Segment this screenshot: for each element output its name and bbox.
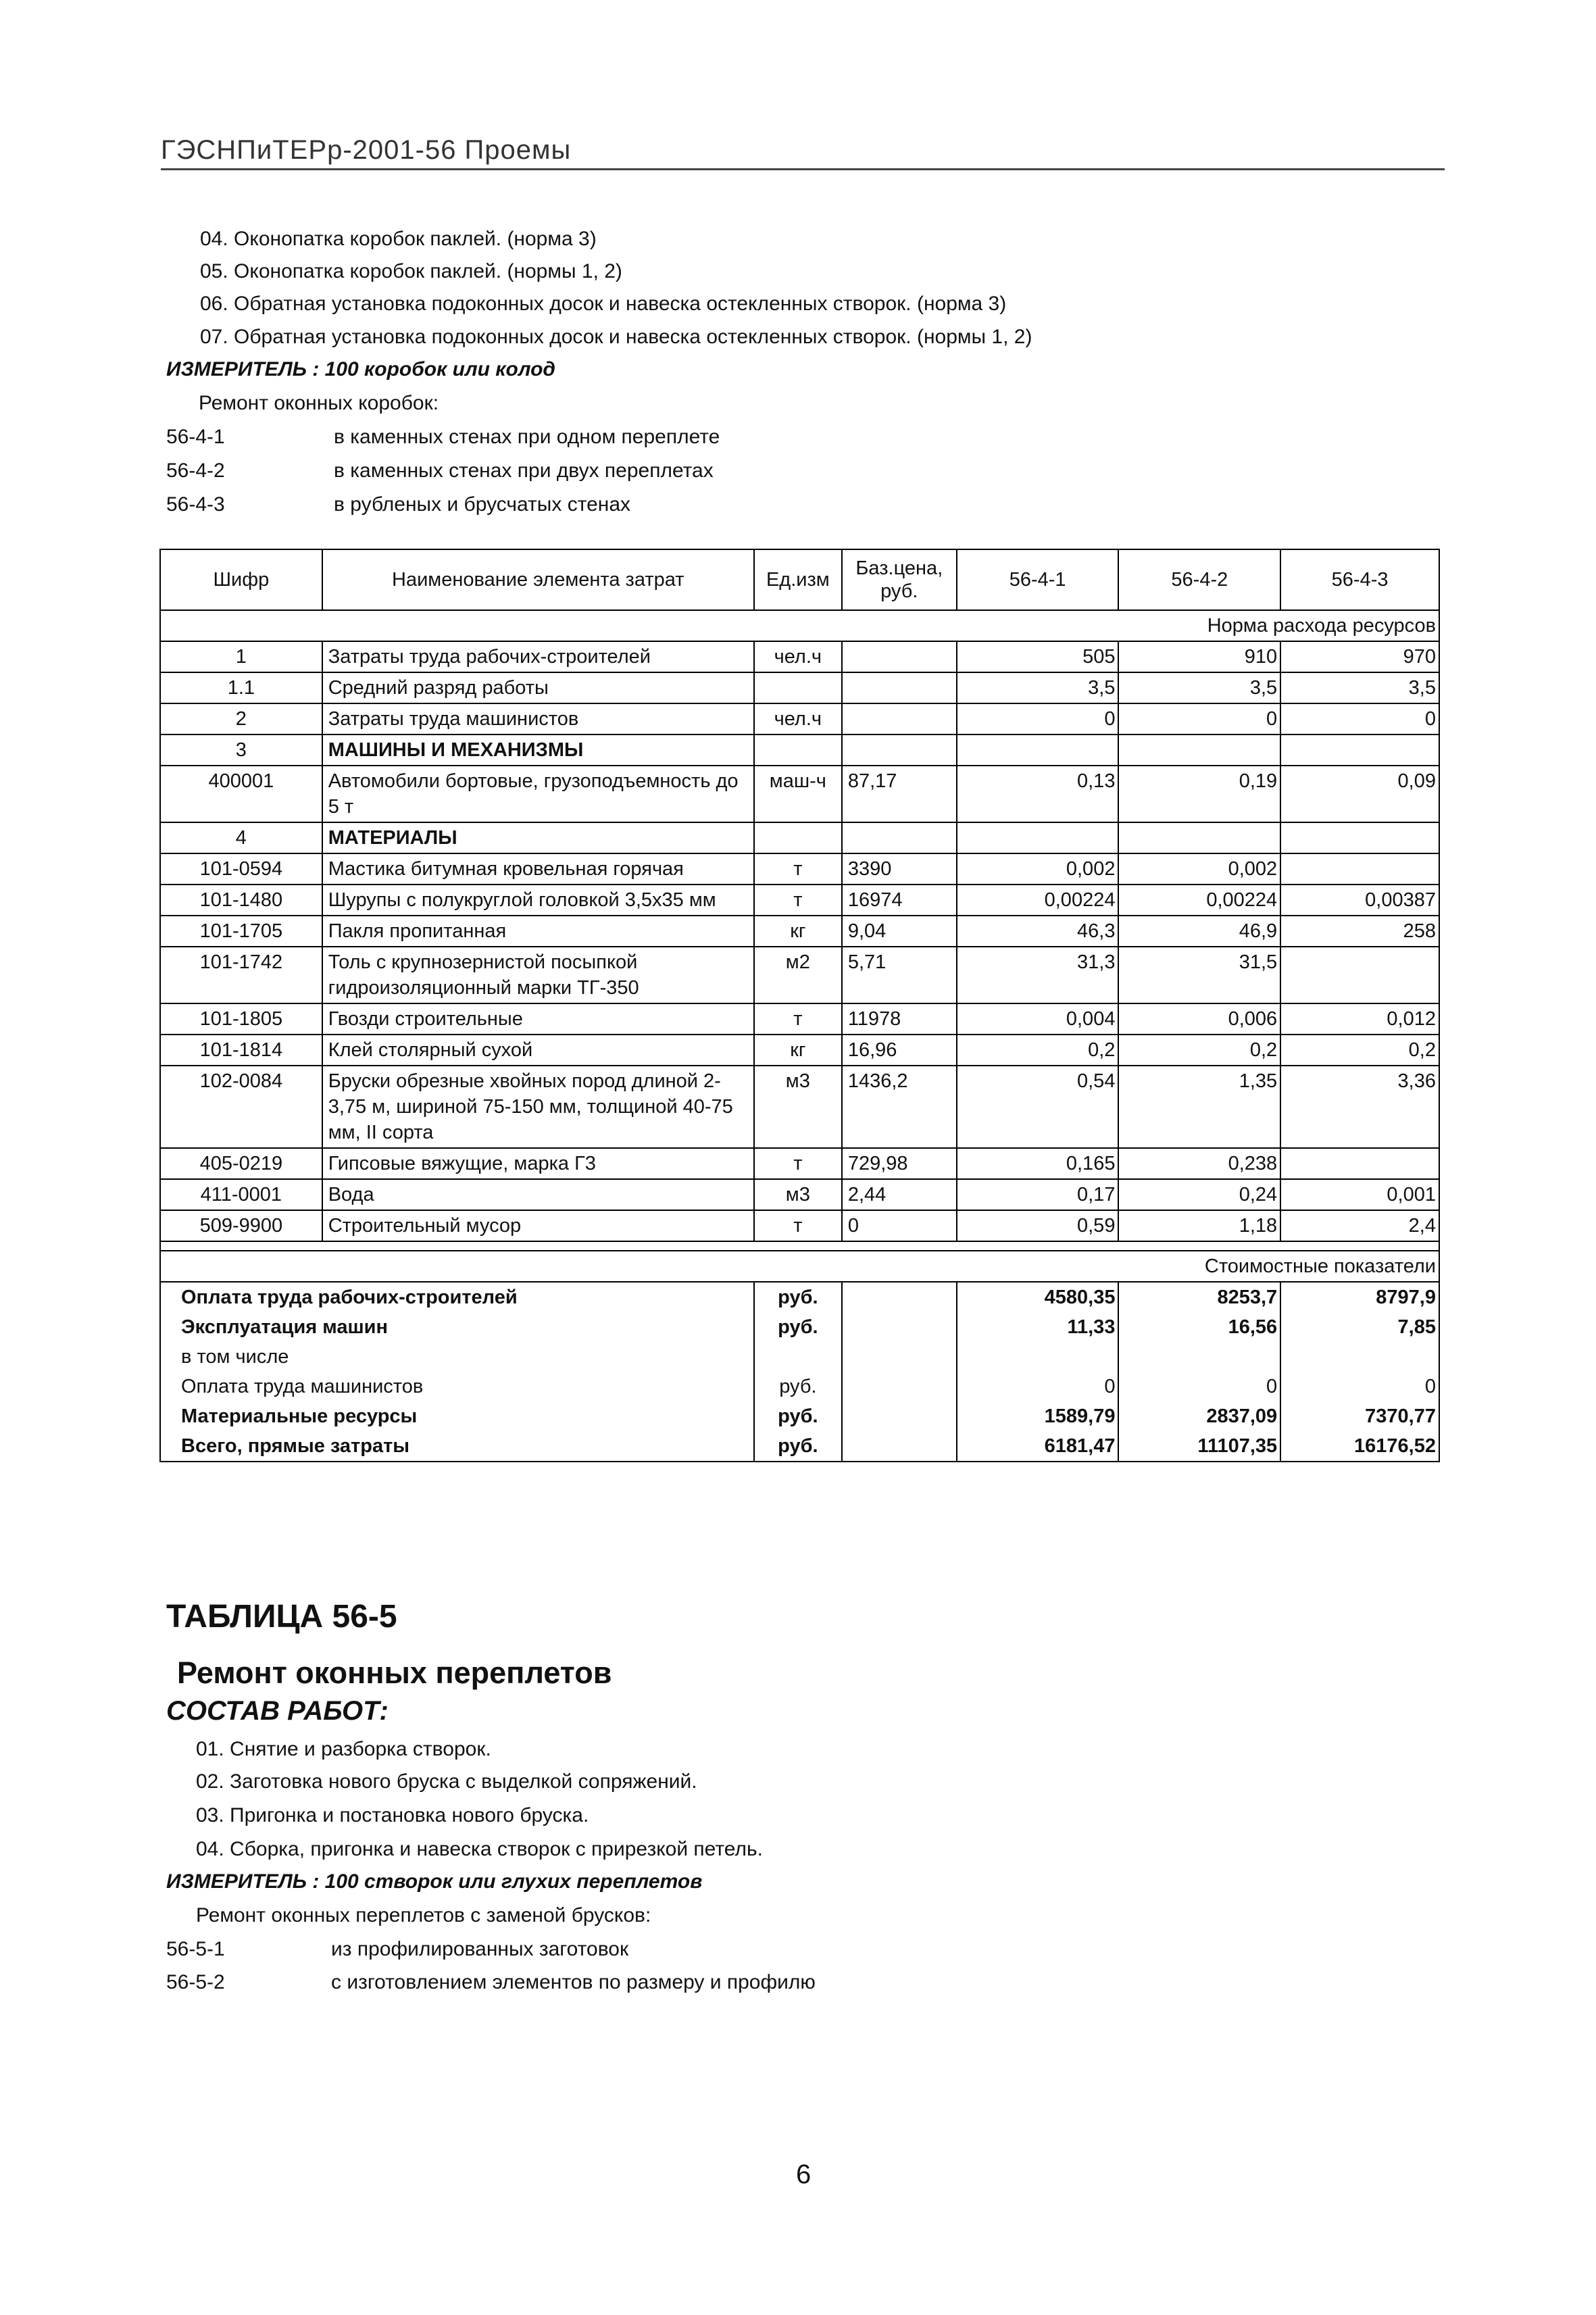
cell-price: 9,04 xyxy=(842,916,957,947)
cell-unit: чел.ч xyxy=(754,703,842,735)
cell-price: 3390 xyxy=(842,853,957,885)
work-item: 07. Обратная установка подоконных досок и навеска остекленных створок. (нормы 1, 2) xyxy=(200,326,1032,348)
cell-price: 11978 xyxy=(842,1003,957,1035)
norm-description: в каменных стенах при одном переплете xyxy=(334,426,720,448)
cell-price xyxy=(842,703,957,735)
cost-name: в том числе xyxy=(160,1342,754,1372)
cost-unit xyxy=(754,1342,842,1372)
cell-name: Вода xyxy=(322,1179,754,1210)
cell-value-56-4-3: 0,00387 xyxy=(1280,885,1439,916)
cell-value-56-4-3: 0 xyxy=(1280,703,1439,735)
table-row xyxy=(160,1210,1439,1241)
cell-unit: м3 xyxy=(754,1066,842,1148)
cell-value-56-4-2: 0,002 xyxy=(1118,853,1280,885)
norm-description: в рубленых и брусчатых стенах xyxy=(334,493,631,516)
cost-value-56-4-1 xyxy=(957,1342,1119,1372)
cell-code: 400001 xyxy=(160,766,322,822)
cell-name: Автомобили бортовые, грузоподъемность до 5 т xyxy=(322,766,754,822)
cell-value-56-4-1: 3,5 xyxy=(957,672,1119,703)
cell-code: 102-0084 xyxy=(160,1066,322,1148)
cell-value-56-4-1: 0,002 xyxy=(957,853,1119,885)
cell-value-56-4-1: 0,17 xyxy=(957,1179,1119,1210)
cell-price xyxy=(842,735,957,766)
page-header: ГЭСНПиТЕРр-2001-56 Проемы xyxy=(161,135,1445,170)
cell-value-56-4-2: 0,2 xyxy=(1118,1035,1280,1066)
table-row xyxy=(160,1179,1439,1210)
table-row xyxy=(160,735,1439,766)
cell-code: 101-1742 xyxy=(160,947,322,1003)
page-number: 6 xyxy=(796,2160,812,2189)
cell-name: Затраты труда рабочих-строителей xyxy=(322,641,754,672)
cost-unit: руб. xyxy=(754,1372,842,1401)
cost-value-56-4-1: 1589,79 xyxy=(957,1401,1119,1431)
cell-price: 729,98 xyxy=(842,1148,957,1179)
cell-value-56-4-2: 910 xyxy=(1118,641,1280,672)
norm-code: 56-4-1 xyxy=(166,426,225,448)
norm-description: в каменных стенах при двух переплетах xyxy=(334,459,714,482)
cell-price: 16974 xyxy=(842,885,957,916)
cell-unit: т xyxy=(754,1148,842,1179)
cost-row xyxy=(160,1401,1439,1431)
cost-value-56-4-1: 4580,35 xyxy=(957,1282,1119,1312)
cell-value-56-4-1: 0,13 xyxy=(957,766,1119,822)
cell-price: 87,17 xyxy=(842,766,957,822)
table-header-row xyxy=(160,549,1439,610)
cost-value-56-4-3: 8797,9 xyxy=(1280,1282,1439,1312)
cost-value-56-4-3: 7,85 xyxy=(1280,1312,1439,1342)
cost-name: Всего, прямые затраты xyxy=(160,1431,754,1462)
cost-row xyxy=(160,1312,1439,1342)
cost-row xyxy=(160,1342,1439,1372)
table-row xyxy=(160,853,1439,885)
cost-price-empty xyxy=(842,1282,957,1312)
cell-value-56-4-3: 3,5 xyxy=(1280,672,1439,703)
cost-unit: руб. xyxy=(754,1312,842,1342)
cell-value-56-4-3 xyxy=(1280,853,1439,885)
work-item: 04. Сборка, пригонка и навеска створок с прирезкой петель. xyxy=(196,1838,763,1860)
work-item: 06. Обратная установка подоконных досок и навеска остекленных створок. (норма 3) xyxy=(200,293,1007,315)
cell-name: Пакля пропитанная xyxy=(322,916,754,947)
cell-unit xyxy=(754,735,842,766)
norm-code: 56-4-2 xyxy=(166,459,225,482)
cell-value-56-4-1 xyxy=(957,735,1119,766)
cell-code: 101-1705 xyxy=(160,916,322,947)
cost-name: Оплата труда рабочих-строителей xyxy=(160,1282,754,1312)
table-row xyxy=(160,1003,1439,1035)
cost-value-56-4-1: 6181,47 xyxy=(957,1431,1119,1462)
cost-row xyxy=(160,1282,1439,1312)
cell-value-56-4-2: 0,24 xyxy=(1118,1179,1280,1210)
cost-price-empty xyxy=(842,1431,957,1462)
cost-name: Эксплуатация машин xyxy=(160,1312,754,1342)
cell-code: 4 xyxy=(160,822,322,853)
cell-code: 1.1 xyxy=(160,672,322,703)
cell-value-56-4-2: 31,5 xyxy=(1118,947,1280,1003)
cell-name: Затраты труда машинистов xyxy=(322,703,754,735)
cell-unit: кг xyxy=(754,1035,842,1066)
cell-value-56-4-2: 46,9 xyxy=(1118,916,1280,947)
table-row xyxy=(160,1035,1439,1066)
column-header: Наименование элемента затрат xyxy=(322,549,754,610)
table-row xyxy=(160,672,1439,703)
cell-code: 101-1805 xyxy=(160,1003,322,1035)
cell-value-56-4-3 xyxy=(1280,947,1439,1003)
cell-name: Бруски обрезные хвойных пород длиной 2-3,75 м, шириной 75-150 мм, толщиной 40-75 мм, II сорта xyxy=(322,1066,754,1148)
cell-value-56-4-3 xyxy=(1280,735,1439,766)
cell-unit: м3 xyxy=(754,1179,842,1210)
repair-caption: Ремонт оконных переплетов с заменой брусков: xyxy=(196,1904,651,1926)
column-header: 56-4-1 xyxy=(957,549,1119,610)
cell-name: Гвозди строительные xyxy=(322,1003,754,1035)
cell-value-56-4-2 xyxy=(1118,822,1280,853)
cost-price-empty xyxy=(842,1401,957,1431)
cell-value-56-4-1: 0,59 xyxy=(957,1210,1119,1241)
cost-unit: руб. xyxy=(754,1282,842,1312)
cell-name: Мастика битумная кровельная горячая xyxy=(322,853,754,885)
table-row xyxy=(160,703,1439,735)
cell-name: Гипсовые вяжущие, марка Г3 xyxy=(322,1148,754,1179)
measurer: ИЗМЕРИТЕЛЬ : 100 створок или глухих переплетов xyxy=(166,1870,703,1893)
cell-price: 16,96 xyxy=(842,1035,957,1066)
cost-value-56-4-2: 16,56 xyxy=(1118,1312,1280,1342)
table-row xyxy=(160,641,1439,672)
cost-value-56-4-3: 7370,77 xyxy=(1280,1401,1439,1431)
cost-price-empty xyxy=(842,1312,957,1342)
column-header: 56-4-3 xyxy=(1280,549,1439,610)
cell-code: 1 xyxy=(160,641,322,672)
cell-price: 1436,2 xyxy=(842,1066,957,1148)
work-item: 02. Заготовка нового бруска с выделкой сопряжений. xyxy=(196,1770,697,1793)
cost-value-56-4-3 xyxy=(1280,1342,1439,1372)
work-item: 05. Оконопатка коробок паклей. (нормы 1, 2) xyxy=(200,260,622,282)
cost-label: Стоимостные показатели xyxy=(160,1251,1439,1282)
cell-unit: маш-ч xyxy=(754,766,842,822)
cell-code: 101-0594 xyxy=(160,853,322,885)
work-item: 01. Снятие и разборка створок. xyxy=(196,1738,491,1760)
cell-value-56-4-3: 970 xyxy=(1280,641,1439,672)
cell-name: Средний разряд работы xyxy=(322,672,754,703)
cell-value-56-4-2: 0,006 xyxy=(1118,1003,1280,1035)
cell-name: Шурупы с полукруглой головкой 3,5х35 мм xyxy=(322,885,754,916)
cost-unit: руб. xyxy=(754,1431,842,1462)
cell-value-56-4-1: 0,2 xyxy=(957,1035,1119,1066)
cell-value-56-4-1: 31,3 xyxy=(957,947,1119,1003)
cell-value-56-4-2: 0,19 xyxy=(1118,766,1280,822)
column-header: Ед.изм xyxy=(754,549,842,610)
cell-value-56-4-2: 1,18 xyxy=(1118,1210,1280,1241)
cell-value-56-4-3: 3,36 xyxy=(1280,1066,1439,1148)
cell-unit: м2 xyxy=(754,947,842,1003)
cell-value-56-4-2: 1,35 xyxy=(1118,1066,1280,1148)
cell-code: 101-1480 xyxy=(160,885,322,916)
cell-code: 509-9900 xyxy=(160,1210,322,1241)
table2-title: ТАБЛИЦА 56-5 xyxy=(166,1599,397,1635)
norm-description: из профилированных заготовок xyxy=(331,1938,629,1960)
cost-label-row xyxy=(160,1251,1439,1282)
cost-value-56-4-1: 11,33 xyxy=(957,1312,1119,1342)
table-row xyxy=(160,766,1439,822)
cost-unit: руб. xyxy=(754,1401,842,1431)
cell-value-56-4-3: 258 xyxy=(1280,916,1439,947)
cost-name: Материальные ресурсы xyxy=(160,1401,754,1431)
cell-value-56-4-1: 0 xyxy=(957,703,1119,735)
cell-value-56-4-1 xyxy=(957,822,1119,853)
cell-value-56-4-3: 0,09 xyxy=(1280,766,1439,822)
composition-title: СОСТАВ РАБОТ: xyxy=(166,1696,389,1726)
cost-name: Оплата труда машинистов xyxy=(160,1372,754,1401)
cell-value-56-4-3: 2,4 xyxy=(1280,1210,1439,1241)
cell-code: 2 xyxy=(160,703,322,735)
norm-description: с изготовлением элементов по размеру и профилю xyxy=(331,1971,816,1993)
repair-caption: Ремонт оконных коробок: xyxy=(199,392,439,414)
cell-unit: т xyxy=(754,1210,842,1241)
cost-value-56-4-1: 0 xyxy=(957,1372,1119,1401)
cell-unit xyxy=(754,672,842,703)
cell-price xyxy=(842,822,957,853)
cell-unit: т xyxy=(754,885,842,916)
cell-value-56-4-1: 0,54 xyxy=(957,1066,1119,1148)
cell-value-56-4-3: 0,001 xyxy=(1280,1179,1439,1210)
cell-unit: т xyxy=(754,1003,842,1035)
cell-value-56-4-3 xyxy=(1280,822,1439,853)
cell-value-56-4-1: 505 xyxy=(957,641,1119,672)
cost-value-56-4-3: 16176,52 xyxy=(1280,1431,1439,1462)
cell-code: 411-0001 xyxy=(160,1179,322,1210)
cell-value-56-4-2: 3,5 xyxy=(1118,672,1280,703)
norm-label-row xyxy=(160,610,1439,641)
cell-price: 0 xyxy=(842,1210,957,1241)
resource-table xyxy=(159,549,1440,1462)
cell-price: 5,71 xyxy=(842,947,957,1003)
cost-value-56-4-2: 2837,09 xyxy=(1118,1401,1280,1431)
norm-code: 56-4-3 xyxy=(166,493,225,516)
column-header: 56-4-2 xyxy=(1118,549,1280,610)
cell-value-56-4-1: 46,3 xyxy=(957,916,1119,947)
table2-subtitle: Ремонт оконных переплетов xyxy=(177,1656,612,1690)
norm-label: Норма расхода ресурсов xyxy=(160,610,1439,641)
cell-name: Строительный мусор xyxy=(322,1210,754,1241)
cost-value-56-4-2 xyxy=(1118,1342,1280,1372)
cell-value-56-4-1: 0,00224 xyxy=(957,885,1119,916)
table-row xyxy=(160,822,1439,853)
cost-value-56-4-2: 11107,35 xyxy=(1118,1431,1280,1462)
cell-value-56-4-3: 0,2 xyxy=(1280,1035,1439,1066)
norm-code: 56-5-2 xyxy=(166,1971,225,1993)
cost-value-56-4-2: 8253,7 xyxy=(1118,1282,1280,1312)
norm-code: 56-5-1 xyxy=(166,1938,225,1960)
table-row xyxy=(160,1066,1439,1148)
cost-value-56-4-2: 0 xyxy=(1118,1372,1280,1401)
table-row xyxy=(160,916,1439,947)
table-row xyxy=(160,885,1439,916)
column-header: Шифр xyxy=(160,549,322,610)
cell-name: Клей столярный сухой xyxy=(322,1035,754,1066)
cell-value-56-4-1: 0,004 xyxy=(957,1003,1119,1035)
cell-unit: кг xyxy=(754,916,842,947)
cell-value-56-4-2 xyxy=(1118,735,1280,766)
cell-name: МАТЕРИАЛЫ xyxy=(322,822,754,853)
table-row xyxy=(160,947,1439,1003)
cell-code: 405-0219 xyxy=(160,1148,322,1179)
cell-name: Толь с крупнозернистой посыпкой гидроизоляционный марки ТГ-350 xyxy=(322,947,754,1003)
cell-price xyxy=(842,672,957,703)
cell-name: МАШИНЫ И МЕХАНИЗМЫ xyxy=(322,735,754,766)
cell-value-56-4-3: 0,012 xyxy=(1280,1003,1439,1035)
cell-value-56-4-2: 0,238 xyxy=(1118,1148,1280,1179)
cell-value-56-4-3 xyxy=(1280,1148,1439,1179)
cell-unit: т xyxy=(754,853,842,885)
cell-code: 3 xyxy=(160,735,322,766)
cost-value-56-4-3: 0 xyxy=(1280,1372,1439,1401)
cost-row xyxy=(160,1431,1439,1462)
cell-price: 2,44 xyxy=(842,1179,957,1210)
cell-unit: чел.ч xyxy=(754,641,842,672)
cell-value-56-4-2: 0,00224 xyxy=(1118,885,1280,916)
cell-code: 101-1814 xyxy=(160,1035,322,1066)
work-item: 03. Пригонка и постановка нового бруска. xyxy=(196,1804,589,1826)
table-row xyxy=(160,1148,1439,1179)
column-header: Баз.цена, руб. xyxy=(842,549,957,610)
cost-price-empty xyxy=(842,1372,957,1401)
work-item: 04. Оконопатка коробок паклей. (норма 3) xyxy=(200,228,597,250)
measurer: ИЗМЕРИТЕЛЬ : 100 коробок или колод xyxy=(166,358,555,380)
cell-value-56-4-1: 0,165 xyxy=(957,1148,1119,1179)
cell-value-56-4-2: 0 xyxy=(1118,703,1280,735)
cell-price xyxy=(842,641,957,672)
cell-unit xyxy=(754,822,842,853)
cost-price-empty xyxy=(842,1342,957,1372)
cost-row xyxy=(160,1372,1439,1401)
